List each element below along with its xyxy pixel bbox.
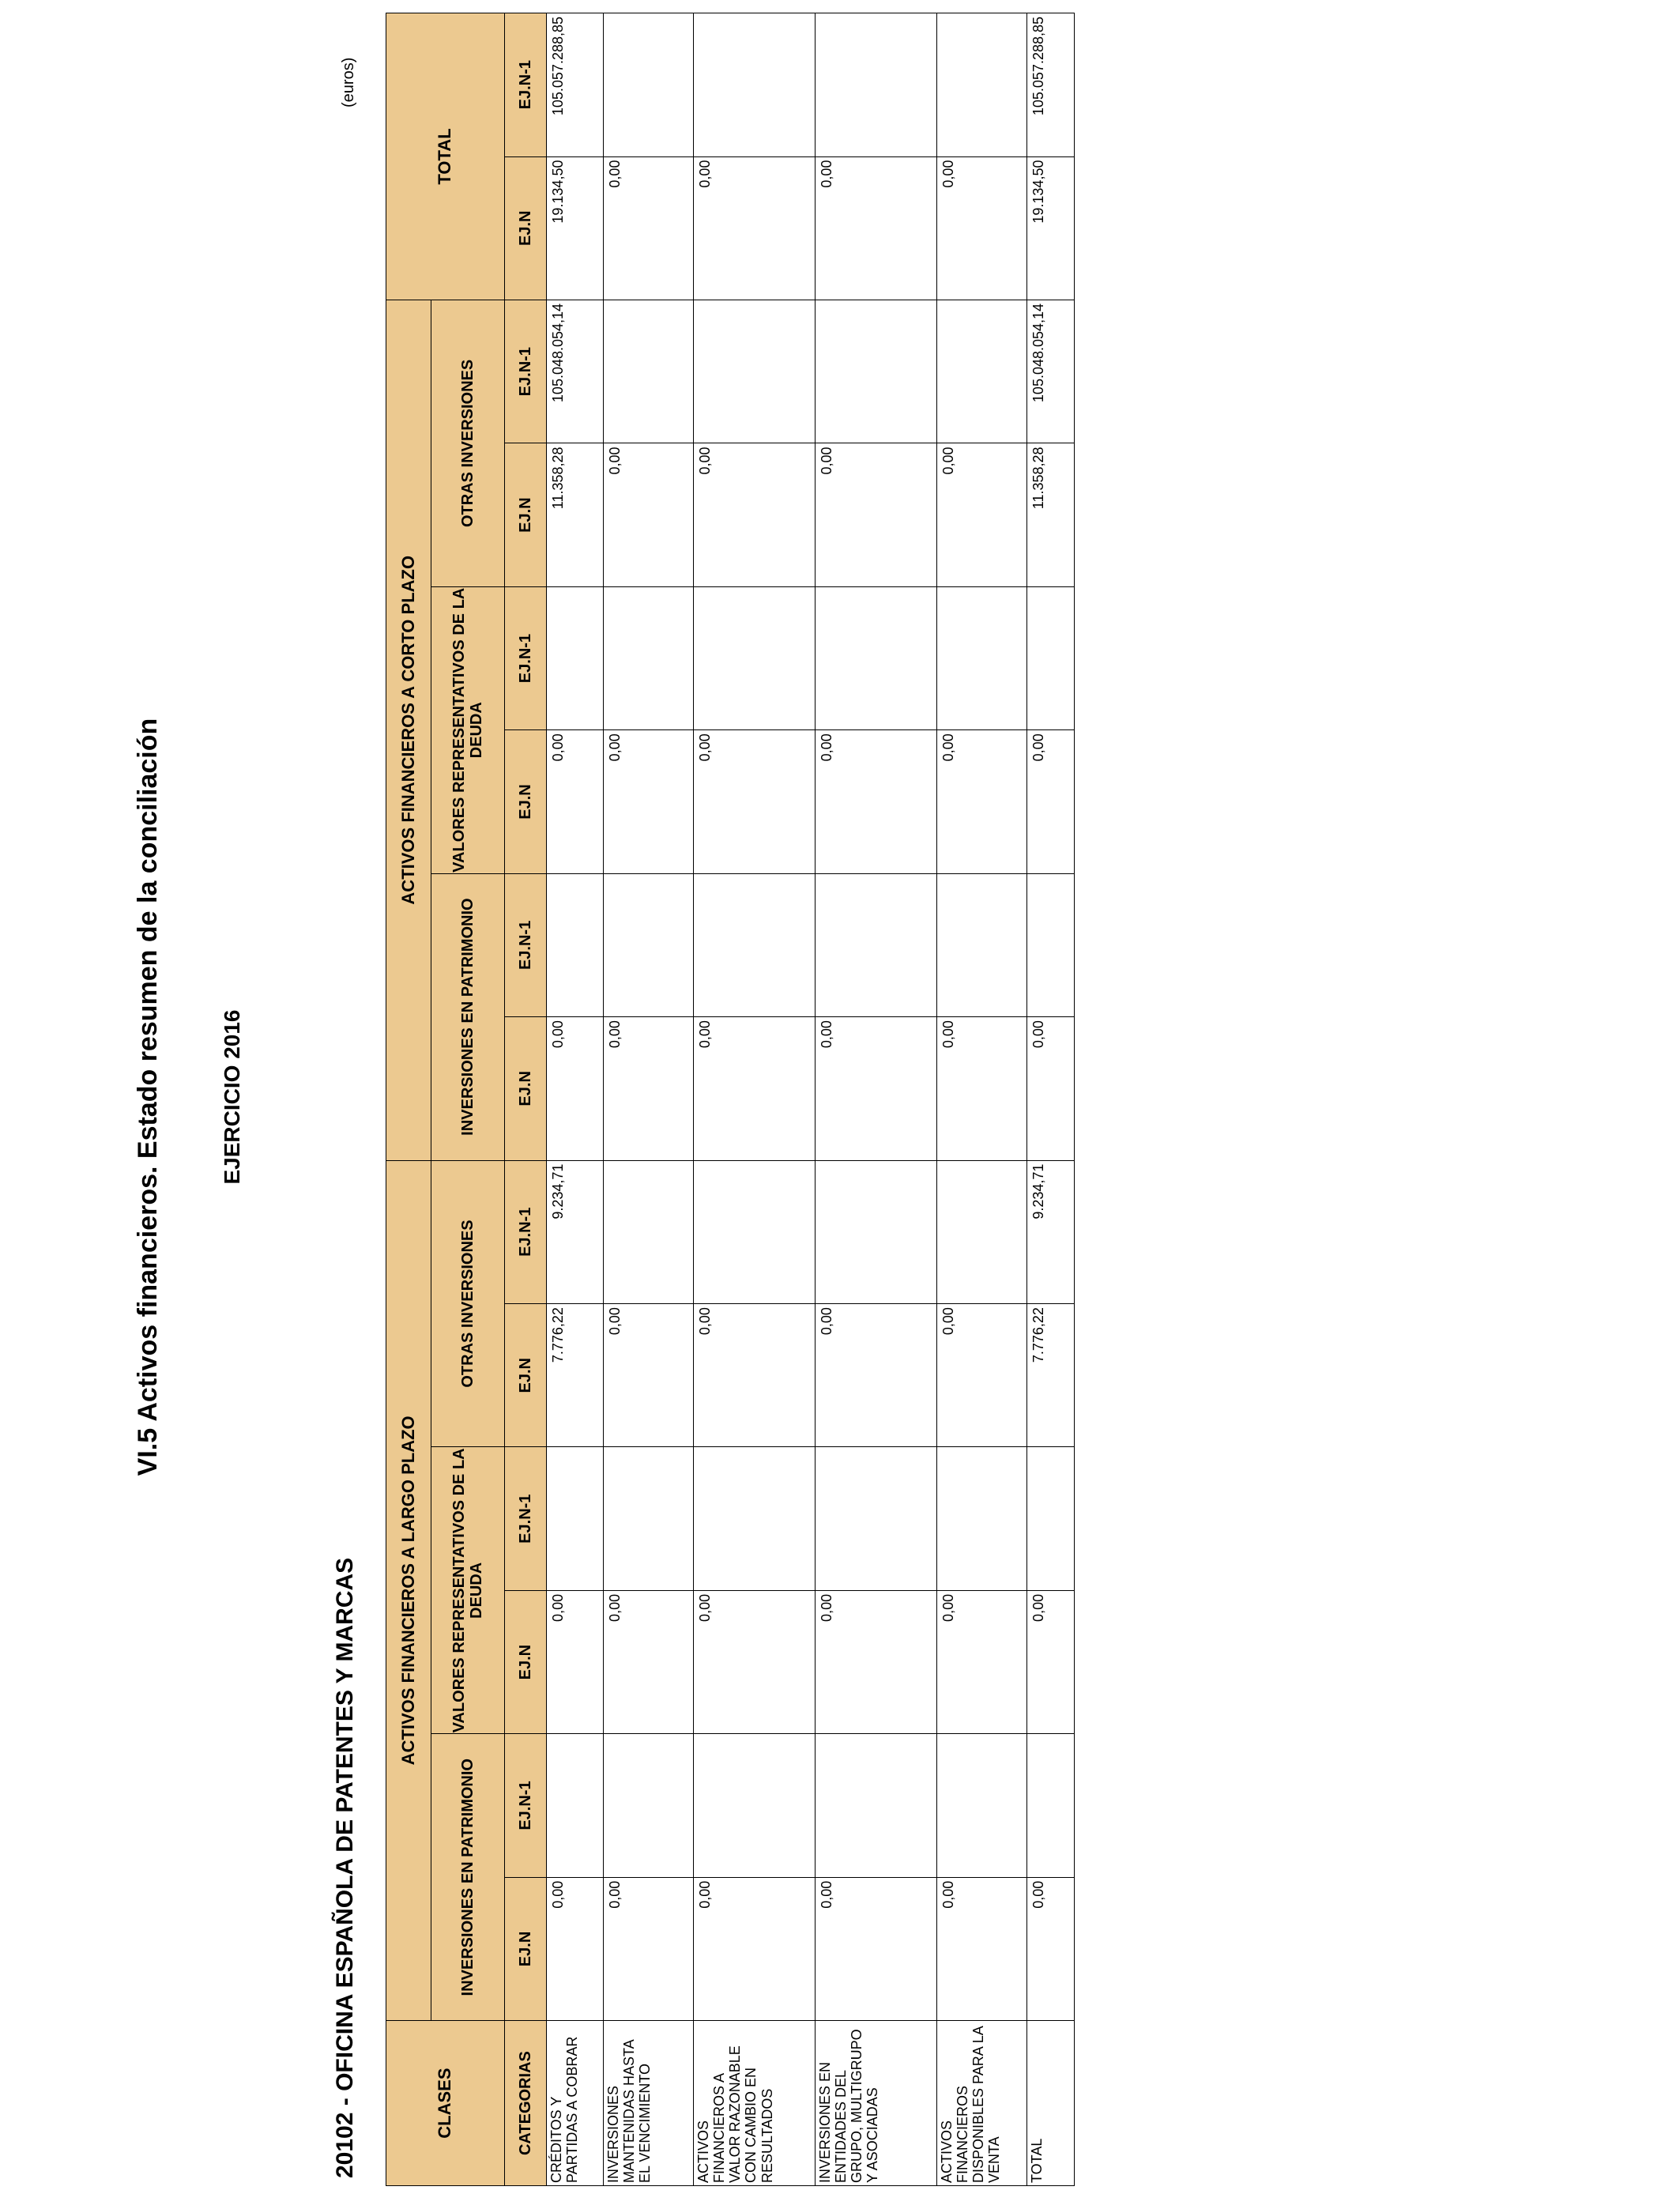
row-category: TOTAL xyxy=(1027,2021,1075,2186)
row-value-cell: 0,00 xyxy=(604,156,694,300)
row-value-cell xyxy=(547,873,604,1016)
table-row xyxy=(604,13,694,2186)
row-value-cell: 0,00 xyxy=(937,1017,1027,1160)
period-header-ejn: EJ.N xyxy=(505,1590,547,1733)
period-header-ejn: EJ.N xyxy=(505,1877,547,2020)
header-lp-otras-inversiones: OTRAS INVERSIONES xyxy=(431,1160,505,1447)
page-subtitle: EJERCICIO 2016 xyxy=(220,1009,244,1185)
row-value-cell xyxy=(1027,1447,1075,1590)
row-value-cell: 0,00 xyxy=(937,1590,1027,1733)
row-value-cell: 7.776,22 xyxy=(547,1304,604,1447)
row-value-cell: 0,00 xyxy=(604,1304,694,1447)
period-header-ejn: EJ.N xyxy=(505,156,547,300)
row-value-cell: 105.048.054,14 xyxy=(1027,300,1075,443)
row-value-cell: 0,00 xyxy=(694,1590,816,1733)
row-value-cell: 0,00 xyxy=(547,1877,604,2020)
row-value-cell xyxy=(604,586,694,729)
period-header-ejn: EJ.N xyxy=(505,1304,547,1447)
row-value-cell: 9.234,71 xyxy=(1027,1160,1075,1304)
row-value-cell xyxy=(816,1160,937,1304)
row-value-cell xyxy=(1027,586,1075,729)
period-header-ejn1: EJ.N-1 xyxy=(505,1160,547,1304)
row-category: ACTIVOS FINANCIEROS DISPONIBLES PARA LA VENTA xyxy=(937,2021,1027,2186)
row-value-cell xyxy=(816,1447,937,1590)
row-category: ACTIVOS FINANCIEROS A VALOR RAZONABLE CON CAMBIO EN RESULTADOS xyxy=(694,2021,816,2186)
row-value-cell: 11.358,28 xyxy=(547,443,604,586)
row-value-cell: 0,00 xyxy=(547,730,604,873)
row-value-cell: 0,00 xyxy=(604,1017,694,1160)
row-value-cell: 9.234,71 xyxy=(547,1160,604,1304)
entity-name: 20102 - OFICINA ESPAÑOLA DE PATENTES Y MARCAS xyxy=(332,1557,358,2178)
row-value-cell: 0,00 xyxy=(1027,730,1075,873)
row-value-cell: 0,00 xyxy=(604,730,694,873)
row-value-cell: 0,00 xyxy=(816,1590,937,1733)
period-header-ejn1: EJ.N-1 xyxy=(505,1447,547,1590)
table-row xyxy=(547,13,604,2186)
row-value-cell: 105.057.288,85 xyxy=(547,13,604,157)
row-value-cell xyxy=(604,1160,694,1304)
table-row xyxy=(694,13,816,2186)
row-value-cell: 0,00 xyxy=(694,1304,816,1447)
row-value-cell: 105.057.288,85 xyxy=(1027,13,1075,157)
row-value-cell xyxy=(604,300,694,443)
header-cp-otras-inversiones: OTRAS INVERSIONES xyxy=(431,300,505,586)
row-value-cell: 0,00 xyxy=(816,156,937,300)
row-value-cell xyxy=(604,1447,694,1590)
period-header-ejn: EJ.N xyxy=(505,730,547,873)
row-value-cell: 0,00 xyxy=(816,1877,937,2020)
header-cp-inv-patrimonio: INVERSIONES EN PATRIMONIO xyxy=(431,873,505,1160)
row-value-cell xyxy=(937,300,1027,443)
row-value-cell xyxy=(604,873,694,1016)
header-categorias: CATEGORIAS xyxy=(505,2021,547,2186)
row-value-cell xyxy=(816,1734,937,1877)
header-clases: CLASES xyxy=(386,2021,505,2186)
header-corto-plazo: ACTIVOS FINANCIEROS A CORTO PLAZO xyxy=(386,300,431,1160)
row-value-cell: 0,00 xyxy=(1027,1877,1075,2020)
row-value-cell: 0,00 xyxy=(816,443,937,586)
row-value-cell: 0,00 xyxy=(937,1877,1027,2020)
row-value-cell xyxy=(816,300,937,443)
row-value-cell: 0,00 xyxy=(604,443,694,586)
row-value-cell: 7.776,22 xyxy=(1027,1304,1075,1447)
header-largo-plazo: ACTIVOS FINANCIEROS A LARGO PLAZO xyxy=(386,1160,431,2021)
row-value-cell xyxy=(547,1447,604,1590)
row-value-cell: 0,00 xyxy=(937,156,1027,300)
row-category: INVERSIONES MANTENIDAS HASTA EL VENCIMIENTO xyxy=(604,2021,694,2186)
row-value-cell: 0,00 xyxy=(547,1017,604,1160)
row-value-cell: 0,00 xyxy=(816,1304,937,1447)
header-lp-inv-patrimonio: INVERSIONES EN PATRIMONIO xyxy=(431,1734,505,2021)
row-value-cell: 0,00 xyxy=(694,443,816,586)
row-value-cell: 0,00 xyxy=(1027,1017,1075,1160)
row-value-cell xyxy=(816,13,937,157)
row-value-cell: 19.134,50 xyxy=(547,156,604,300)
header-total: TOTAL xyxy=(386,13,505,300)
header-cp-valores-deuda: VALORES REPRESENTATIVOS DE LA DEUDA xyxy=(431,586,505,873)
row-value-cell: 0,00 xyxy=(937,1304,1027,1447)
period-header-ejn1: EJ.N-1 xyxy=(505,586,547,729)
row-value-cell xyxy=(694,300,816,443)
row-value-cell: 0,00 xyxy=(937,730,1027,873)
period-header-ejn1: EJ.N-1 xyxy=(505,1734,547,1877)
period-header-ejn1: EJ.N-1 xyxy=(505,13,547,157)
row-value-cell: 0,00 xyxy=(604,1590,694,1733)
row-value-cell xyxy=(816,873,937,1016)
row-value-cell xyxy=(694,1160,816,1304)
row-value-cell xyxy=(694,13,816,157)
row-value-cell: 0,00 xyxy=(816,730,937,873)
row-value-cell xyxy=(937,1160,1027,1304)
row-value-cell xyxy=(1027,873,1075,1016)
row-value-cell xyxy=(547,1734,604,1877)
row-value-cell: 0,00 xyxy=(694,1017,816,1160)
reconciliation-table xyxy=(386,13,1075,2186)
row-value-cell: 0,00 xyxy=(604,1877,694,2020)
row-value-cell: 0,00 xyxy=(1027,1590,1075,1733)
period-header-ejn1: EJ.N-1 xyxy=(505,873,547,1016)
row-value-cell xyxy=(604,13,694,157)
row-value-cell: 11.358,28 xyxy=(1027,443,1075,586)
table-row xyxy=(1027,13,1075,2186)
row-value-cell xyxy=(694,873,816,1016)
row-value-cell: 105.048.054,14 xyxy=(547,300,604,443)
row-value-cell xyxy=(937,1447,1027,1590)
row-value-cell xyxy=(816,586,937,729)
row-category: INVERSIONES EN ENTIDADES DEL GRUPO, MULTIGRUPO Y ASOCIADAS xyxy=(816,2021,937,2186)
row-value-cell xyxy=(937,586,1027,729)
row-value-cell xyxy=(937,873,1027,1016)
row-value-cell: 0,00 xyxy=(816,1017,937,1160)
row-value-cell: 0,00 xyxy=(694,1877,816,2020)
row-value-cell xyxy=(694,1447,816,1590)
header-lp-valores-deuda: VALORES REPRESENTATIVOS DE LA DEUDA xyxy=(431,1447,505,1734)
units-label: (euros) xyxy=(340,57,357,107)
row-value-cell: 0,00 xyxy=(694,730,816,873)
page-title: VI.5 Activos financieros. Estado resumen de la conciliación xyxy=(133,718,163,1476)
row-value-cell xyxy=(694,586,816,729)
row-value-cell: 0,00 xyxy=(694,156,816,300)
row-value-cell xyxy=(694,1734,816,1877)
row-value-cell xyxy=(937,13,1027,157)
table-row xyxy=(816,13,937,2186)
table-row xyxy=(937,13,1027,2186)
row-value-cell xyxy=(1027,1734,1075,1877)
row-value-cell xyxy=(547,586,604,729)
row-value-cell xyxy=(937,1734,1027,1877)
row-category: CRÉDITOS Y PARTIDAS A COBRAR xyxy=(547,2021,604,2186)
period-header-ejn: EJ.N xyxy=(505,443,547,586)
row-value-cell: 0,00 xyxy=(547,1590,604,1733)
period-header-ejn: EJ.N xyxy=(505,1017,547,1160)
period-header-ejn1: EJ.N-1 xyxy=(505,300,547,443)
row-value-cell: 19.134,50 xyxy=(1027,156,1075,300)
row-value-cell xyxy=(604,1734,694,1877)
row-value-cell: 0,00 xyxy=(937,443,1027,586)
